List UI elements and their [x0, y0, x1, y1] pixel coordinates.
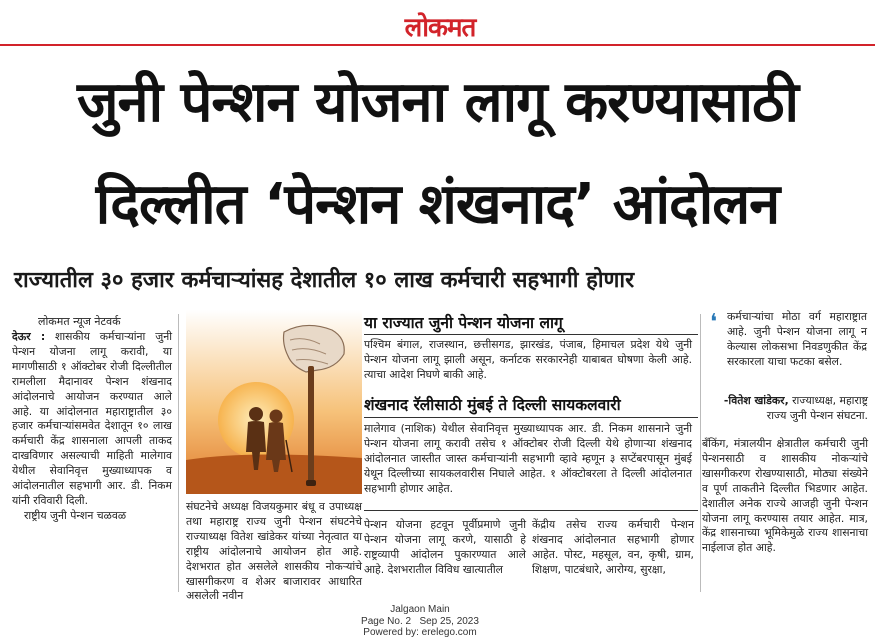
- pull-quote-attribution: [716, 394, 868, 424]
- headline-line-1: जुनी पेन्शन योजना लागू करण्यासाठी: [76, 70, 799, 135]
- footer-page: Page No. 2: [361, 615, 412, 627]
- box-bottom-rule: [364, 510, 698, 511]
- footer-edition: Jalgaon Main: [390, 604, 450, 615]
- article-column-4: केंद्रीय तसेच राज्य कर्मचारी पेन्शन शंखनाद आंदोलनात सहभागी होणार आहेत. पोस्ट, महसूल, वन, कृषी, ग्राम, शिक्षण, पाटबंधारे, आरोग्य, सुरक्षा,: [532, 518, 694, 576]
- footer-date: Sep 25, 2023: [419, 615, 479, 627]
- column-divider: [178, 314, 179, 592]
- dateline: देऊर :: [12, 330, 46, 343]
- box-title-cycle-rally: शंखनाद रॅलीसाठी मुंबई ते दिल्ली सायकलवारी: [364, 396, 621, 414]
- illustration-graphic: [186, 310, 362, 494]
- quote-author-role: राज्याध्यक्ष, महाराष्ट्र राज्य जुनी पेन्शन संघटना.: [766, 394, 868, 422]
- quote-mark-icon: ❛: [710, 310, 718, 335]
- article-text-1-cont: राष्ट्रीय जुनी पेन्शन चळवळ: [24, 508, 127, 522]
- article-column-5: बँकिंग, मंत्रालयीन क्षेत्रातील कर्मचारी जुनी पेन्शनसाठी व शासकीय नोकऱ्यांचे खासगीकरण रोखण्यासाठी, मोठ्या संख्येने व पूर्ण ताकतीने दिल्लीत भिडणार आहेत. देशातील अनेक राज्ये आजही जुनी पेन्शन योजना लागू करण्यास तयार आहेत. मात्र, केंद्र शासनाच्या भूमिकेमुळे राज्य शासनाचा नाईलाज होत आहे.: [702, 437, 868, 555]
- article-column-1: [12, 330, 172, 524]
- article-column-3: पेन्शन योजना हटवून पूर्वीप्रमाणे जुनी पेन्शन योजना लागू करणे, यासाठी हे राष्ट्रव्यापी आंदोलन पुकारण्यात आले आहे. देशभरातील विविध खात्यातील: [364, 518, 526, 576]
- article-column-2: संघटनेचे अध्यक्ष विजयकुमार बंधू व उपाध्यक्ष तथा महाराष्ट्र राज्य जुनी पेन्शन संघटनेचे राज्याध्यक्ष वितेश खांडेकर यांच्या नेतृत्वात या राष्ट्रीय आंदोलनाचे आयोजन होत आहे. देशभरात होत असलेले शासकीय नोकऱ्यांचे खासगीकरण व शेअर बाजारावर आधारित असलेली नवीन: [186, 500, 362, 603]
- page-footer: [330, 604, 510, 639]
- article-text-1: शासकीय कर्मचाऱ्यांना जुनी पेन्शन योजना लागू करावी, या मागणीसाठी १ ऑक्टोबर रोजी दिल्लीतील रामलीला मैदानावर पेन्शन शंखनाद आंदोलनाचे आयोजन करण्यात आले आहे. या आंदोलनात महाराष्ट्रातील ३० हजार कर्मचाऱ्यांसमवेत देशातून १० लाख कर्मचारी केंद्र शासनाला आपली ताकद दाखविणार असल्याची माहिती मालेगाव येथील सेवानिवृत्त मुख्याध्यापक व आंदोलनातील सहभागी आर. डी. निकम यांनी रविवारी दिली.: [12, 330, 172, 507]
- pull-quote-text: कर्मचाऱ्यांचा मोठा वर्ग महाराष्ट्रात आहे. जुनी पेन्शन योजना लागू न केल्यास लोकसभा निवडणुकीत केंद्र सरकारला याचा फटका बसेल.: [727, 310, 867, 368]
- box-body-cycle-rally: मालेगाव (नाशिक) येथील सेवानिवृत्त मुख्याध्यापक आर. डी. निकम शासनाने जुनी पेन्शन योजना लागू करावी तसेच १ ऑक्टोबर रोजी दिल्ली येथे होणाऱ्या शंखनाद आंदोलनात जास्तीत जास्त कर्मचाऱ्यांनी सहभागी व्हावे म्हणून ३ सप्टेंबरपासून मुंबई येथून दिल्लीच्या सायकलवारीस निघाले आहेत. १ ऑक्टोबरला ते दिल्ली आंदोलनात सहभागी होणार आहेत.: [364, 422, 692, 495]
- box-body-states: पश्चिम बंगाल, राजस्थान, छत्तीसगड, झारखंड, पंजाब, हिमाचल प्रदेश येथे जुनी पेन्शन योजना लागू झाली असून, कर्नाटक सरकारनेही याबाबत घोषणा केली आहे. त्याचा आदेश निघणे बाकी आहे.: [364, 338, 692, 381]
- newspaper-logo: लोकमत: [404, 13, 476, 43]
- byline: लोकमत न्यूज नेटवर्क: [38, 315, 121, 328]
- box-rule: [364, 417, 698, 418]
- box-title-states: या राज्यात जुनी पेन्शन योजना लागू: [364, 314, 563, 332]
- column-divider: [700, 314, 701, 592]
- headline-line-2: दिल्लीत ‘पेन्शन शंखनाद’ आंदोलन: [95, 172, 780, 237]
- footer-powered-by[interactable]: Powered by: erelego.com: [363, 627, 477, 638]
- quote-author: -वितेश खांडेकर,: [723, 394, 789, 407]
- box-rule: [364, 334, 698, 335]
- elderly-couple-illustration: [186, 310, 362, 494]
- masthead: [0, 0, 875, 46]
- subheadline: राज्यातील ३० हजार कर्मचाऱ्यांसह देशातील १० लाख कर्मचारी सहभागी होणार: [14, 268, 635, 293]
- footer-page-date: [330, 616, 510, 628]
